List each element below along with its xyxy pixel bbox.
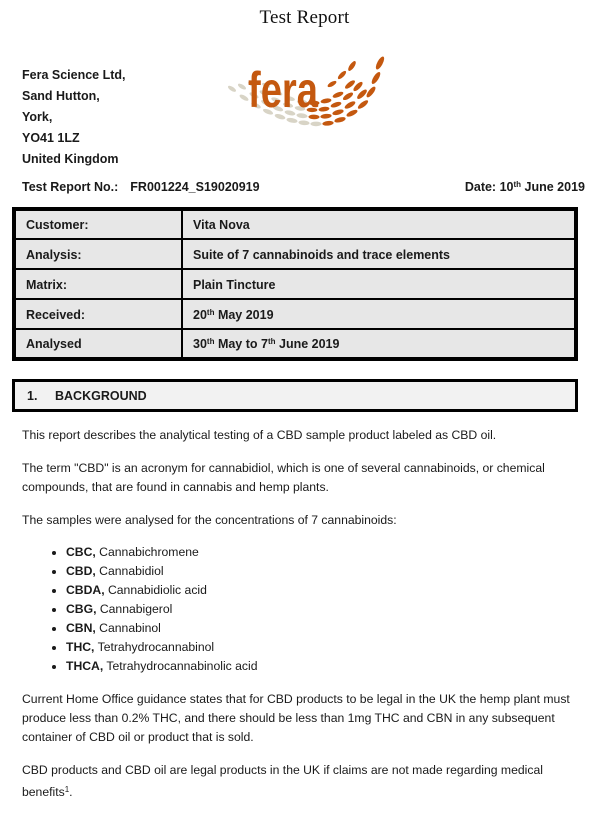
section-header-background bbox=[12, 379, 578, 412]
table-row-analysed bbox=[14, 329, 576, 359]
paragraph-samples-analysed: The samples were analysed for the concentrations of 7 cannabinoids: bbox=[22, 513, 397, 527]
ordinal-suffix: th bbox=[267, 337, 276, 346]
report-date-label: Date: bbox=[464, 180, 497, 194]
list-item-cbn: • CBN, Cannabinol bbox=[66, 619, 609, 638]
row-label: Analysed bbox=[14, 329, 182, 359]
section-title: BACKGROUND bbox=[55, 389, 147, 403]
table-row-customer bbox=[14, 209, 576, 239]
row-value: 20th May 2019 bbox=[182, 299, 576, 329]
paragraph-legality: CBD products and CBD oil are legal products in the UK if claims are not made regarding medical benefits$^1$. bbox=[22, 763, 543, 799]
list-item-thc: • THC, Tetrahydrocannabinol bbox=[66, 638, 609, 657]
company-address bbox=[22, 65, 202, 170]
sample-info-table bbox=[12, 207, 578, 361]
row-value: Vita Nova bbox=[182, 209, 576, 239]
row-value: Plain Tincture bbox=[182, 269, 576, 299]
row-label: Received: bbox=[14, 299, 182, 329]
fera-logo bbox=[228, 56, 388, 134]
row-value: 30th May to 7th June 2019 bbox=[182, 329, 576, 359]
section-number: 1. bbox=[27, 389, 38, 403]
ordinal-suffix: th bbox=[513, 180, 522, 189]
paragraph-report-intro: This report describes the analytical testing of a CBD sample product labeled as CBD oil. bbox=[22, 428, 497, 442]
list-item-cbc: • CBC, Cannabichromene bbox=[66, 543, 609, 562]
address-line: Fera Science Ltd, bbox=[22, 68, 126, 82]
paragraph-home-office-guidance: Current Home Office guidance states that for CBD products to be legal in the UK the hemp plant must produce less than 0.2% THC, and there should be less than 1mg THC and CBN in any subsequent container of CBD oil or product that is sold. bbox=[22, 692, 570, 744]
list-item-cbd: • CBD, Cannabidiol bbox=[66, 562, 609, 581]
report-number bbox=[22, 180, 260, 194]
report-meta-row bbox=[22, 180, 585, 194]
report-date-value: 10th June 2019 bbox=[499, 180, 585, 194]
list-item-cbda: • CBDA, Cannabidiolic acid bbox=[66, 581, 609, 600]
ordinal-suffix: th bbox=[206, 337, 215, 346]
table-row-received bbox=[14, 299, 576, 329]
cannabinoid-list bbox=[0, 543, 609, 676]
row-label: Customer: bbox=[14, 209, 182, 239]
address-line: YO41 1LZ bbox=[22, 131, 80, 145]
report-number-value: FR001224_S19020919 bbox=[130, 180, 260, 194]
list-item-thca: • THCA, Tetrahydrocannabinolic acid bbox=[66, 657, 609, 676]
document-title: Test Report bbox=[259, 7, 350, 28]
ordinal-suffix: th bbox=[206, 307, 215, 317]
address-line: Sand Hutton, bbox=[22, 89, 100, 103]
address-line: United Kingdom bbox=[22, 152, 119, 166]
report-number-label: Test Report No.: bbox=[22, 180, 119, 194]
row-label: Matrix: bbox=[14, 269, 182, 299]
fera-logo-seeds-orange bbox=[307, 56, 386, 126]
paragraph-cbd-definition: The term "CBD" is an acronym for cannabidiol, which is one of several cannabinoids, or chemical compounds, that are found in cannabis and hemp plants. bbox=[22, 461, 545, 494]
report-date bbox=[465, 180, 585, 194]
footnote-marker: 1 bbox=[64, 785, 70, 794]
fera-logo-wordmark: fera bbox=[248, 62, 319, 118]
address-line: York, bbox=[22, 110, 53, 124]
table-row-analysis bbox=[14, 239, 576, 269]
row-label: Analysis: bbox=[14, 239, 182, 269]
table-row-matrix bbox=[14, 269, 576, 299]
list-item-cbg: • CBG, Cannabigerol bbox=[66, 600, 609, 619]
row-value: Suite of 7 cannabinoids and trace elements bbox=[182, 239, 576, 269]
